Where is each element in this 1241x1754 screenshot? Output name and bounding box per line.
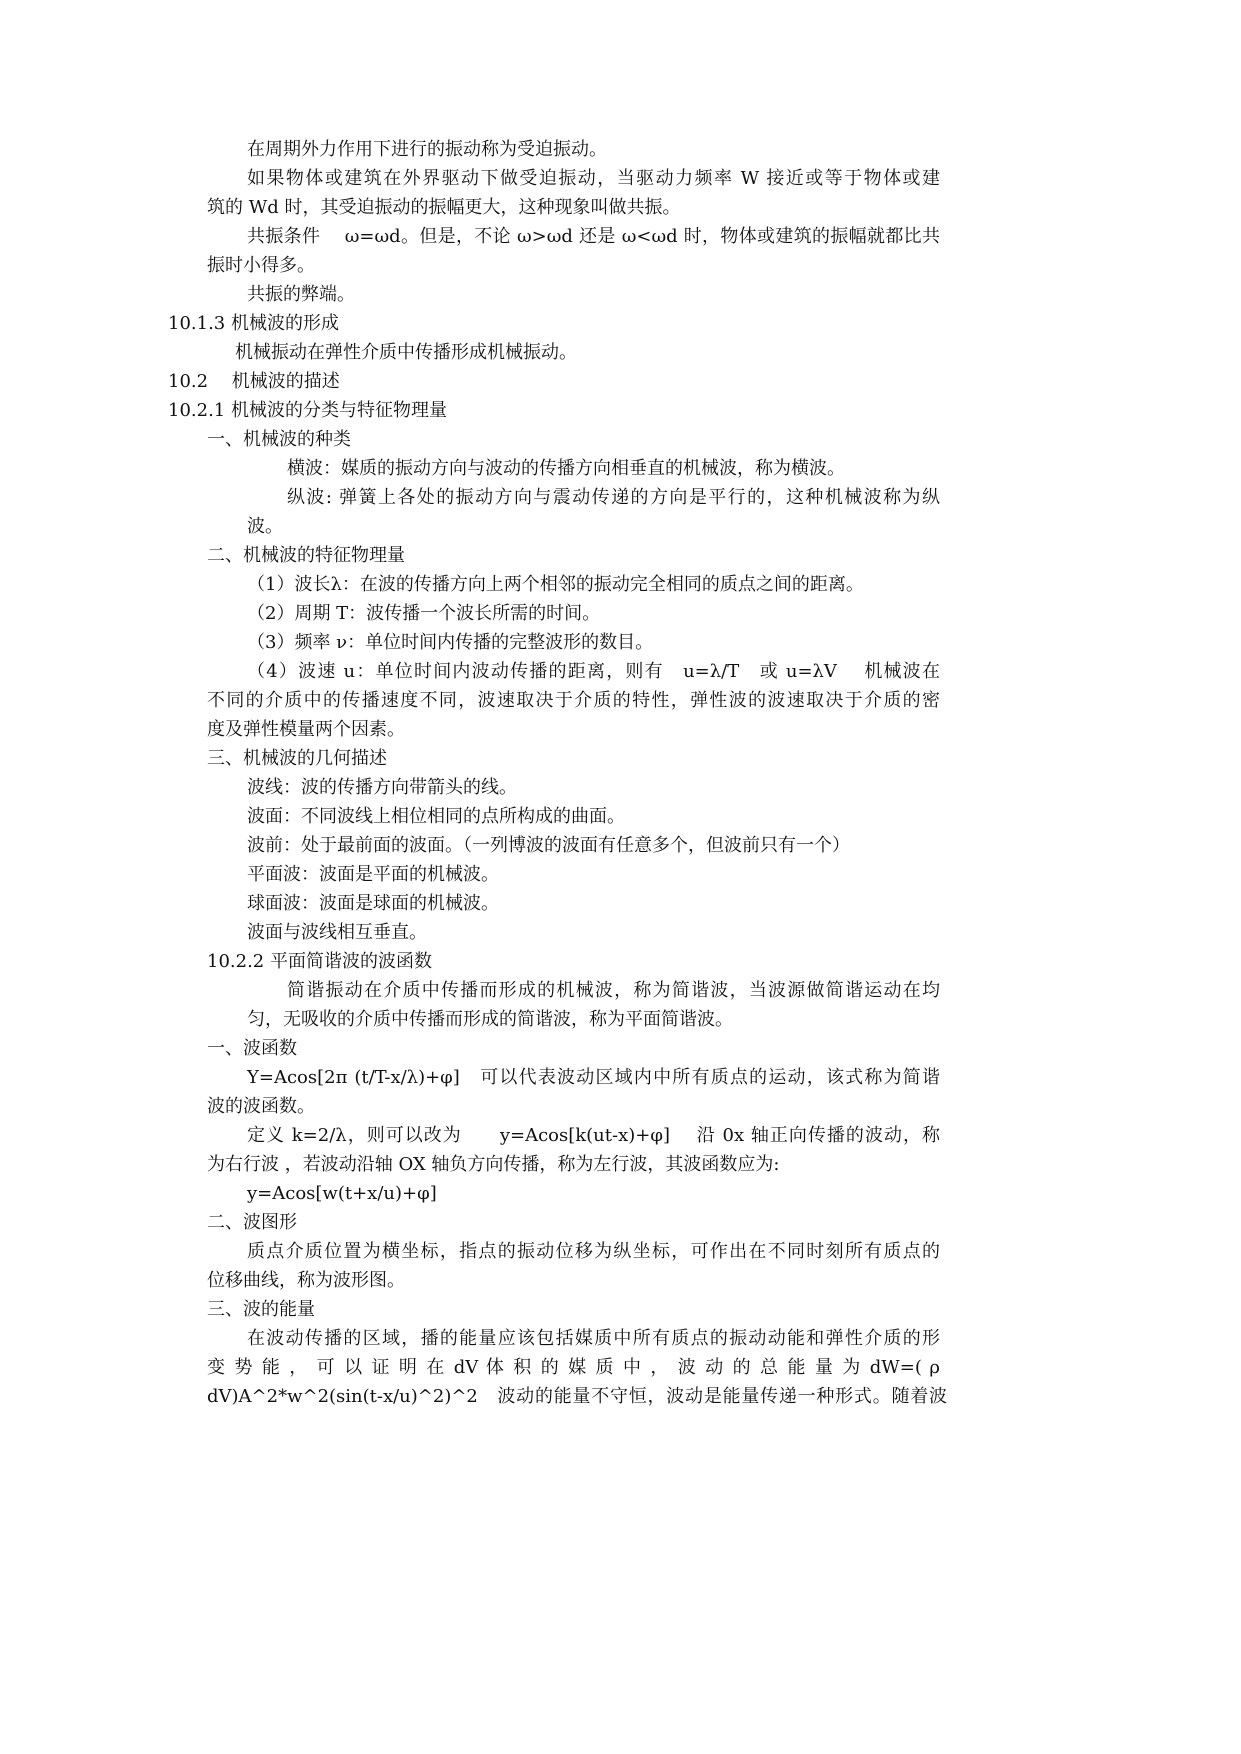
paragraph-line: 横波：媒质的振动方向与波动的传播方向相垂直的机械波，称为横波。 (287, 458, 845, 479)
subsection-heading: 二、波图形 (207, 1212, 297, 1233)
section-heading: 10.2 机械波的描述 (168, 371, 340, 392)
subsection-heading: 一、机械波的种类 (207, 429, 351, 450)
paragraph-line: 振时小得多。 (207, 255, 315, 276)
list-item: （2）周期 T：波传播一个波长所需的时间。 (247, 603, 601, 624)
paragraph-line: 波面：不同波线上相位相同的点所构成的曲面。 (247, 806, 625, 827)
paragraph-line: 在周期外力作用下进行的振动称为受迫振动。 (247, 139, 607, 160)
paragraph-line: 为右行波 ，若波动沿轴 OX 轴负方向传播，称为左行波，其波函数应为: (207, 1154, 780, 1175)
formula-line: dV)A^2*w^2(sin(t-x/u)^2)^2 波动的能量不守恒，波动是能量传递一种形式。随着波 (207, 1386, 947, 1407)
formula-line: Y=Acos[2π (t/T-x/λ)+φ] 可以代表波动区域内中所有质点的运动，该式称为简谐 (247, 1067, 940, 1088)
paragraph-line: 波面与波线相互垂直。 (247, 922, 427, 943)
paragraph-line: 共振条件 ω=ωd。但是，不论 ω>ωd 还是 ω<ωd 时，物体或建筑的振幅就都比共 (247, 226, 940, 247)
paragraph-line: 机械振动在弹性介质中传播形成机械振动。 (235, 342, 577, 363)
paragraph-line: 球面波：波面是球面的机械波。 (247, 893, 499, 914)
paragraph-line: 波前：处于最前面的波面。（一列博波的波面有任意多个，但波前只有一个） (247, 835, 850, 856)
paragraph-line: 纵波: 弹簧上各处的振动方向与震动传递的方向是平行的，这种机械波称为纵 (287, 487, 940, 508)
subsection-heading: 一、波函数 (207, 1038, 297, 1059)
paragraph-line: 共振的弊端。 (247, 284, 355, 305)
subsection-heading: 三、机械波的几何描述 (207, 748, 387, 769)
paragraph-line: 平面波：波面是平面的机械波。 (247, 864, 499, 885)
paragraph-line: 波的波函数。 (207, 1096, 315, 1117)
list-item: （4）波速 u：单位时间内波动传播的距离，则有 u=λ/T 或 u=λV 机械波在 (247, 661, 940, 682)
paragraph-line: 不同的介质中的传播速度不同，波速取决于介质的特性，弹性波的波速取决于介质的密 (207, 690, 940, 711)
paragraph-line: 在波动传播的区域，播的能量应该包括媒质中所有质点的振动动能和弹性介质的形 (247, 1328, 940, 1349)
paragraph-line: 匀，无吸收的介质中传播而形成的简谐波，称为平面简谐波。 (247, 1009, 733, 1030)
paragraph-line: 变 势 能 ， 可 以 证 明 在 dV 体 积 的 媒 质 中 ， 波 动 的 总 能 量 为 dW=( ρ (207, 1357, 940, 1378)
paragraph-line: 度及弹性模量两个因素。 (207, 719, 405, 740)
paragraph-line: 质点介质位置为横坐标，指点的振动位移为纵坐标，可作出在不同时刻所有质点的 (247, 1241, 940, 1262)
paragraph-line: 筑的 Wd 时，其受迫振动的振幅更大，这种现象叫做共振。 (207, 197, 681, 218)
list-item: （3）频率 ν：单位时间内传播的完整波形的数目。 (247, 632, 654, 653)
paragraph-line: 如果物体或建筑在外界驱动下做受迫振动，当驱动力频率 W 接近或等于物体或建 (247, 168, 940, 189)
paragraph-line: 位移曲线，称为波形图。 (207, 1270, 405, 1291)
section-heading: 10.2.2 平面简谐波的波函数 (207, 951, 432, 972)
section-heading: 10.1.3 机械波的形成 (168, 313, 339, 334)
list-item: （1）波长λ：在波的传播方向上两个相邻的振动完全相同的质点之间的距离。 (247, 574, 864, 595)
formula-line: 定义 k=2/λ，则可以改为 y=Acos[k(ut-x)+φ] 沿 0x 轴正向传播的波动，称 (247, 1125, 940, 1146)
paragraph-line: 波。 (247, 516, 283, 537)
paragraph-line: 简谐振动在介质中传播而形成的机械波，称为简谐波，当波源做简谐运动在均 (287, 980, 940, 1001)
formula-line: y=Acos[w(t+x/u)+φ] (247, 1183, 437, 1204)
section-heading: 10.2.1 机械波的分类与特征物理量 (168, 400, 447, 421)
subsection-heading: 三、波的能量 (207, 1299, 315, 1320)
paragraph-line: 波线：波的传播方向带箭头的线。 (247, 777, 517, 798)
subsection-heading: 二、机械波的特征物理量 (207, 545, 405, 566)
